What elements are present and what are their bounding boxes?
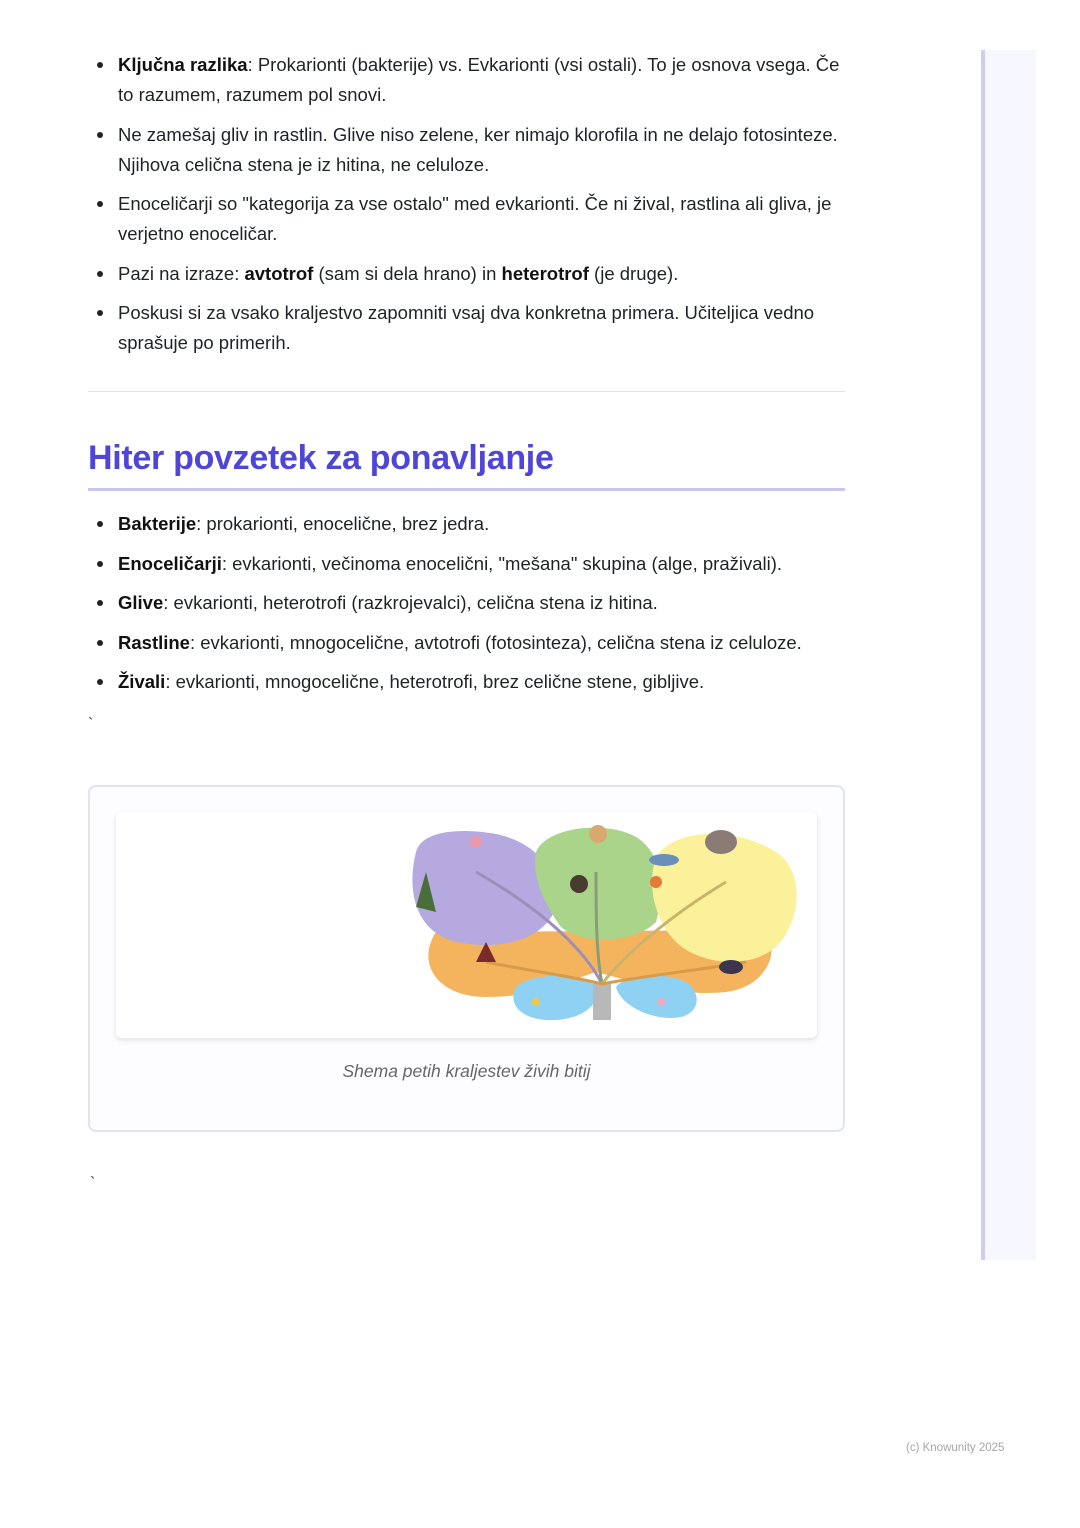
list-item: Poskusi si za vsako kraljestvo zapomniti vsaj dva konkretna primera. Učiteljica vedno sprašuje po primerih. bbox=[88, 298, 845, 358]
list-item: Živali: evkarionti, mnogocelične, heterotrofi, brez celične stene, gibljive. bbox=[88, 667, 845, 697]
figure-box bbox=[88, 785, 845, 1132]
list-item: Ključna razlika: Prokarionti (bakterije) vs. Evkarionti (vsi ostali). To je osnova vsega. Če to razumem, razumem pol snovi. bbox=[88, 50, 845, 110]
list-item: Bakterije: prokarionti, enocelične, brez jedra. bbox=[88, 509, 845, 539]
elephant-shape bbox=[705, 830, 737, 854]
figure-image-frame bbox=[116, 812, 817, 1038]
tree-trunk bbox=[593, 982, 611, 1020]
stray-backtick: ` bbox=[90, 1175, 96, 1192]
mussel-shape bbox=[719, 960, 743, 974]
bacteria-dots bbox=[532, 998, 540, 1006]
sidebar-panel bbox=[981, 50, 1036, 1260]
plants-lobe bbox=[412, 831, 556, 945]
copyright-footer: (c) Knowunity 2025 bbox=[906, 1442, 1005, 1454]
bacteria-lobe-right bbox=[616, 976, 697, 1018]
list-item: Rastline: evkarionti, mnogocelične, avtotrofi (fotosinteza), celična stena iz celuloze. bbox=[88, 628, 845, 658]
list-item: Glive: evkarionti, heterotrofi (razkrojevalci), celična stena iz hitina. bbox=[88, 588, 845, 618]
document-content bbox=[88, 50, 845, 735]
bacteria-dots bbox=[657, 998, 665, 1006]
flower-shape bbox=[470, 836, 482, 848]
section-divider bbox=[88, 391, 845, 392]
truffle-shape bbox=[570, 875, 588, 893]
five-kingdoms-diagram bbox=[116, 812, 817, 1038]
fish-shape bbox=[649, 854, 679, 866]
section-heading: Hiter povzetek za ponavljanje bbox=[88, 436, 845, 491]
list-item: Pazi na izraze: avtotrof (sam si dela hrano) in heterotrof (je druge). bbox=[88, 259, 845, 289]
stray-backtick: ` bbox=[88, 716, 94, 733]
figure-caption: Shema petih kraljestev živih bitij bbox=[342, 1061, 591, 1081]
mushroom-shape bbox=[589, 825, 607, 843]
list-item: Enoceličarji so "kategorija za vse ostalo" med evkarionti. Če ni žival, rastlina ali gliva, je verjetno enoceličar. bbox=[88, 189, 845, 249]
summary-list bbox=[88, 509, 845, 697]
starfish-shape bbox=[650, 876, 662, 888]
tips-list bbox=[88, 50, 845, 358]
list-item: Enoceličarji: evkarionti, večinoma enocelični, "mešana" skupina (alge, praživali). bbox=[88, 549, 845, 579]
bacteria-lobe bbox=[513, 976, 597, 1020]
list-item: Ne zamešaj gliv in rastlin. Glive niso zelene, ker nimajo klorofila in ne delajo fotosinteze. Njihova celična stena je iz hitina, ne celuloze. bbox=[88, 120, 845, 180]
